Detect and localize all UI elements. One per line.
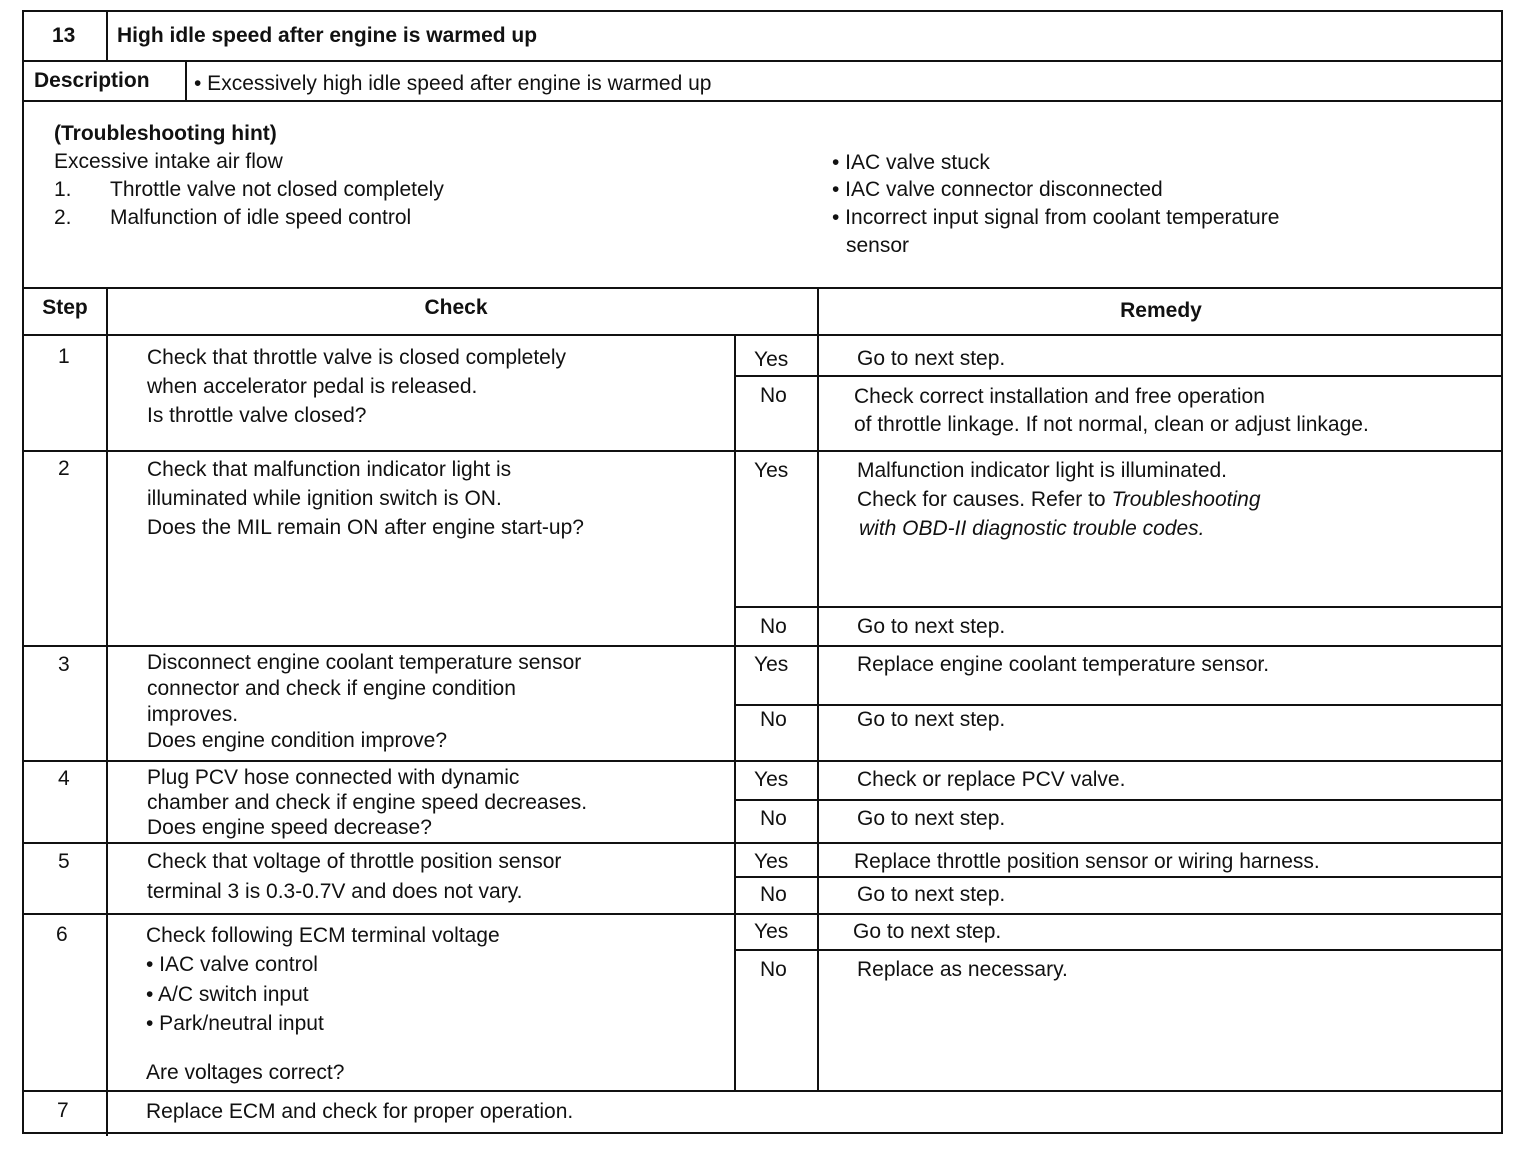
check-line: Check following ECM terminal voltage: [146, 924, 500, 947]
check-line: • IAC valve control: [146, 953, 318, 976]
divider: [734, 704, 1501, 706]
section-number: 13: [52, 24, 76, 47]
remedy-line: Go to next step.: [857, 347, 1006, 370]
header-remedy: Remedy: [1120, 299, 1202, 322]
description-text: • Excessively high idle speed after engine is warmed up: [194, 72, 712, 95]
check-line: Disconnect engine coolant temperature sensor: [147, 651, 582, 674]
step-number: 5: [58, 850, 70, 873]
check-line: Check that malfunction indicator light is: [147, 458, 512, 481]
header-step: Step: [42, 296, 88, 319]
divider: [106, 12, 108, 60]
hint-bullet: • IAC valve stuck: [832, 151, 990, 174]
step-number: 3: [58, 653, 70, 676]
remedy-line: Malfunction indicator light is illuminated.: [857, 459, 1228, 482]
troubleshooting-table: [22, 10, 1503, 1134]
yes-label: Yes: [754, 850, 789, 873]
step-number: 7: [57, 1099, 69, 1122]
reference-link-text: Troubleshooting: [1111, 488, 1261, 511]
yes-label: Yes: [754, 653, 789, 676]
check-line: connector and check if engine condition: [147, 677, 516, 700]
yes-label: Yes: [754, 459, 789, 482]
yes-label: Yes: [754, 348, 789, 371]
header-check: Check: [424, 296, 488, 319]
divider: [734, 334, 736, 1090]
check-line: Does engine condition improve?: [147, 729, 448, 752]
check-line: Are voltages correct?: [146, 1061, 345, 1084]
hint-heading: (Troubleshooting hint): [54, 122, 277, 145]
divider: [185, 60, 187, 100]
remedy-line: Go to next step.: [857, 615, 1006, 638]
yes-label: Yes: [754, 768, 789, 791]
remedy-line: Go to next step.: [857, 883, 1006, 906]
step-number: 2: [58, 457, 70, 480]
check-line: improves.: [147, 703, 239, 726]
divider: [734, 606, 1501, 608]
hint-line: Excessive intake air flow: [54, 150, 283, 173]
hint-bullet: sensor: [846, 234, 910, 257]
remedy-line: [857, 485, 1261, 514]
step-number: 4: [58, 767, 70, 790]
check-line: terminal 3 is 0.3-0.7V and does not vary.: [147, 880, 523, 903]
divider: [24, 1090, 1501, 1092]
no-label: No: [760, 958, 787, 981]
divider: [24, 287, 1501, 289]
divider: [24, 913, 1501, 915]
hint-item-text: Throttle valve not closed completely: [110, 178, 444, 201]
divider: [24, 760, 1501, 762]
remedy-line: Go to next step.: [853, 920, 1002, 943]
remedy-line: Replace as necessary.: [857, 958, 1068, 981]
hint-bullet: • Incorrect input signal from coolant temperature: [832, 206, 1280, 229]
no-label: No: [760, 708, 787, 731]
no-label: No: [760, 384, 787, 407]
step-number: 6: [56, 923, 68, 946]
check-line: Check that voltage of throttle position sensor: [147, 850, 562, 873]
divider: [24, 450, 1501, 452]
divider: [734, 876, 1501, 878]
section-title: High idle speed after engine is warmed up: [117, 24, 538, 47]
divider: [24, 100, 1501, 102]
check-line: illuminated while ignition switch is ON.: [147, 487, 502, 510]
remedy-text: Check for causes. Refer to: [857, 488, 1112, 511]
no-label: No: [760, 883, 787, 906]
remedy-line: Go to next step.: [857, 807, 1006, 830]
check-line: • Park/neutral input: [146, 1012, 324, 1035]
check-line: Does the MIL remain ON after engine start-up?: [147, 516, 584, 539]
reference-link-text: with OBD-II diagnostic trouble codes.: [859, 517, 1205, 540]
divider: [734, 799, 1501, 801]
hint-bullet: • IAC valve connector disconnected: [832, 178, 1163, 201]
check-line: • A/C switch input: [146, 983, 309, 1006]
check-line: when accelerator pedal is released.: [147, 375, 478, 398]
step-number: 1: [58, 345, 70, 368]
check-line: chamber and check if engine speed decreases.: [147, 791, 588, 814]
divider: [24, 60, 1501, 62]
no-label: No: [760, 615, 787, 638]
check-line: Check that throttle valve is closed completely: [147, 346, 567, 369]
divider: [24, 645, 1501, 647]
divider: [734, 375, 1501, 377]
remedy-line: Check or replace PCV valve.: [857, 768, 1126, 791]
description-label: Description: [34, 69, 150, 92]
divider: [106, 287, 108, 1136]
hint-item-num: 2.: [54, 206, 72, 229]
divider: [24, 842, 1501, 844]
divider: [817, 287, 819, 1090]
no-label: No: [760, 807, 787, 830]
check-line: Does engine speed decrease?: [147, 816, 432, 839]
remedy-line: Go to next step.: [857, 708, 1006, 731]
remedy-line: Check correct installation and free operation: [854, 385, 1265, 408]
remedy-line: of throttle linkage. If not normal, clean or adjust linkage.: [854, 413, 1369, 436]
check-line: Is throttle valve closed?: [147, 404, 367, 427]
hint-item-num: 1.: [54, 178, 72, 201]
remedy-line: Replace engine coolant temperature sensor.: [857, 653, 1270, 676]
divider: [734, 949, 1501, 951]
remedy-line: Replace throttle position sensor or wiring harness.: [854, 850, 1320, 873]
yes-label: Yes: [754, 920, 789, 943]
check-line: Plug PCV hose connected with dynamic: [147, 766, 520, 789]
divider: [24, 334, 1501, 336]
check-line: Replace ECM and check for proper operation.: [146, 1100, 574, 1123]
hint-item-text: Malfunction of idle speed control: [110, 206, 412, 229]
